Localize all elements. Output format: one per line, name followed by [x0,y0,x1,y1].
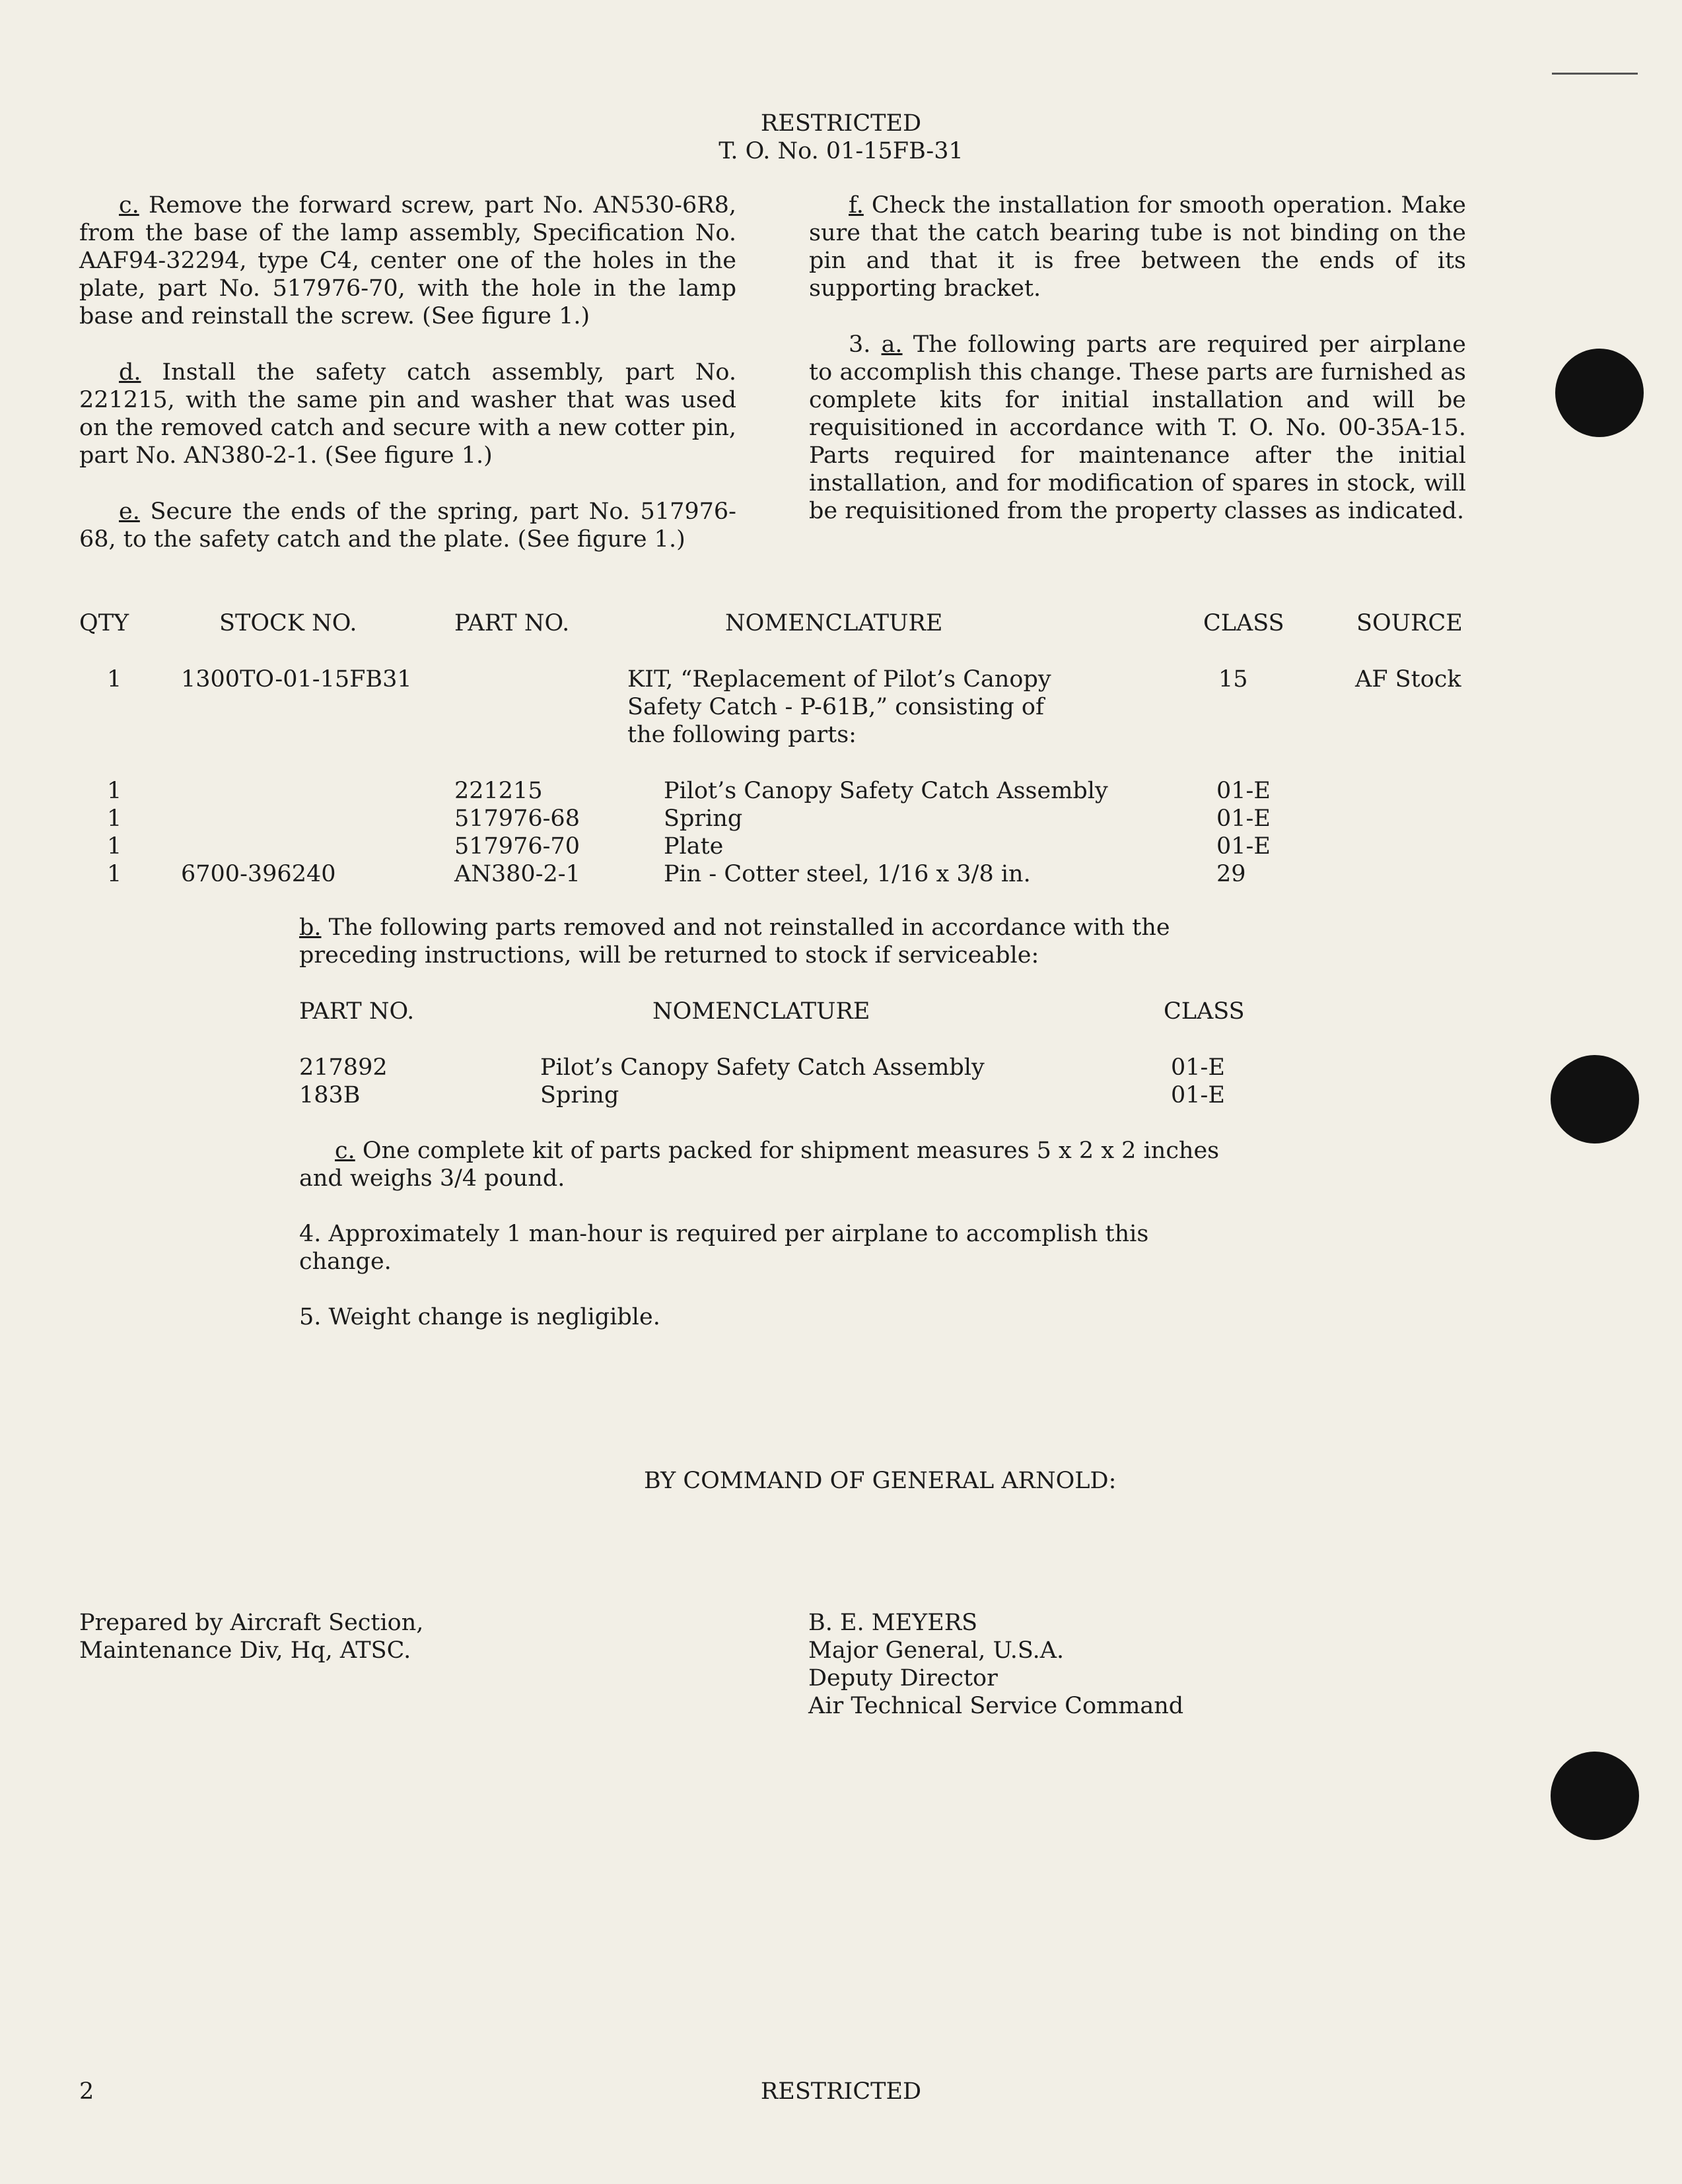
cell-class: 01-E [1216,833,1271,860]
paragraph-b-line-2: preceding instructions, will be returned to stock if serviceable: [299,942,1039,969]
signatory-title: Deputy Director [808,1665,998,1691]
paragraph-b-text-1: The following parts removed and not reinstalled in accordance with the [328,914,1170,941]
cell-nomenclature: the following parts: [627,722,857,748]
signatory-rank: Major General, U.S.A. [808,1637,1065,1664]
signatory-name: B. E. MEYERS [808,1610,978,1636]
col-header-nomenclature: NOMENCLATURE [652,998,870,1025]
paragraph-4-line-2: change. [299,1248,392,1275]
paragraph-c-text: Remove the forward screw, part No. AN530-6R8, from the base of the lamp assembly, Specification No. AAF94-32294, type C4, center one of the holes in the plate, part No. 517976-70, with the hole in the lamp base and reinstall the screw. (See figure 1.) [79,192,736,329]
paragraph-c [79,191,736,330]
command-line: BY COMMAND OF GENERAL ARNOLD: [644,1468,1117,1494]
paragraph-3a-text: The following parts are required per airplane to accomplish this change. These parts are furnished as complete kits for initial installation and will be requisitioned in accordance with T. O. No. 00-35A-15. Parts required for maintenance after the initial installation, and for modification of spares in stock, will be requisitioned from the property classes as indicated. [809,331,1466,524]
cell-nomenclature: Spring [664,805,743,832]
cell-class: 01-E [1171,1054,1225,1081]
col-header-class: CLASS [1203,610,1284,636]
cell-class: 15 [1218,666,1248,693]
cell-nomenclature: KIT, “Replacement of Pilot’s Canopy [627,666,1051,693]
paragraph-d-text: Install the safety catch assembly, part No. 221215, with the same pin and washer that was used on the removed catch and secure with a new cotter pin, part No. AN380-2-1. (See figure 1.) [79,359,736,469]
cell-nomenclature: Plate [664,833,724,860]
cell-qty: 1 [107,666,122,693]
cell-nomenclature: Pilot’s Canopy Safety Catch Assembly [540,1054,985,1081]
binder-hole-top [1555,349,1644,437]
paragraph-e-letter: e. [119,498,140,525]
cell-stock-no: 6700-396240 [181,861,336,887]
cell-stock-no: 1300TO-01-15FB31 [181,666,412,693]
paragraph-f [809,191,1466,302]
paragraph-f-text: Check the installation for smooth operation. Make sure that the catch bearing tube is not binding on the pin and that it is free between the ends of its supporting bracket. [809,192,1466,302]
prepared-by-line-2: Maintenance Div, Hq, ATSC. [79,1637,411,1664]
cell-class: 01-E [1216,778,1271,804]
paragraph-b-letter: b. [299,914,322,941]
paragraph-b-line-1 [299,914,1170,941]
scan-mark [1552,73,1638,75]
cell-class: 01-E [1216,805,1271,832]
cell-source: AF Stock [1355,666,1461,693]
cell-part-no: 517976-68 [454,805,580,832]
doc-number: T. O. No. 01-15FB-31 [718,138,964,164]
paragraph-c2-text-1: One complete kit of parts packed for shipment measures 5 x 2 x 2 inches [362,1138,1220,1164]
col-header-qty: QTY [79,610,129,636]
paragraph-c2-letter: c. [335,1138,355,1164]
cell-part-no: 217892 [299,1054,388,1081]
cell-qty: 1 [107,778,122,804]
col-header-nomenclature: NOMENCLATURE [725,610,943,636]
cell-class: 29 [1216,861,1246,887]
col-header-class: CLASS [1164,998,1245,1025]
binder-hole-bottom [1551,1752,1639,1840]
paragraph-c2-line-1 [335,1137,1219,1165]
page-number: 2 [79,2078,94,2105]
paragraph-d [79,358,736,469]
prepared-by-line-1: Prepared by Aircraft Section, [79,1610,424,1636]
cell-nomenclature: Spring [540,1082,619,1109]
paragraph-c2-line-2: and weighs 3/4 pound. [299,1165,565,1192]
cell-qty: 1 [107,805,122,832]
col-header-stock-no: STOCK NO. [219,610,357,636]
classification-header: RESTRICTED [760,110,922,137]
cell-part-no: 221215 [454,778,543,804]
paragraph-e-text: Secure the ends of the spring, part No. 517976-68, to the safety catch and the plate. (See figure 1.) [79,498,736,553]
classification-footer: RESTRICTED [760,2078,922,2105]
paragraph-5: 5. Weight change is negligible. [299,1304,660,1330]
col-header-source: SOURCE [1356,610,1463,636]
paragraph-c-letter: c. [119,192,139,219]
paragraph-e [79,498,736,553]
paragraph-f-letter: f. [849,192,864,219]
paragraph-3a-letter: a. [881,331,903,358]
signatory-org: Air Technical Service Command [808,1693,1184,1719]
col-header-part-no: PART NO. [299,998,415,1025]
cell-qty: 1 [107,861,122,887]
cell-qty: 1 [107,833,122,860]
paragraph-3a [809,331,1466,525]
cell-class: 01-E [1171,1082,1225,1109]
paragraph-3-number: 3. [849,331,871,358]
cell-part-no: 517976-70 [454,833,580,860]
cell-nomenclature: Safety Catch - P-61B,” consisting of [627,694,1044,720]
paragraph-4-line-1: 4. Approximately 1 man-hour is required per airplane to accomplish this [299,1221,1149,1247]
paragraph-d-letter: d. [119,359,141,386]
binder-hole-middle [1551,1055,1639,1143]
cell-part-no: AN380-2-1 [454,861,580,887]
cell-part-no: 183B [299,1082,361,1109]
cell-nomenclature: Pilot’s Canopy Safety Catch Assembly [664,778,1108,804]
col-header-part-no: PART NO. [454,610,570,636]
cell-nomenclature: Pin - Cotter steel, 1/16 x 3/8 in. [664,861,1031,887]
